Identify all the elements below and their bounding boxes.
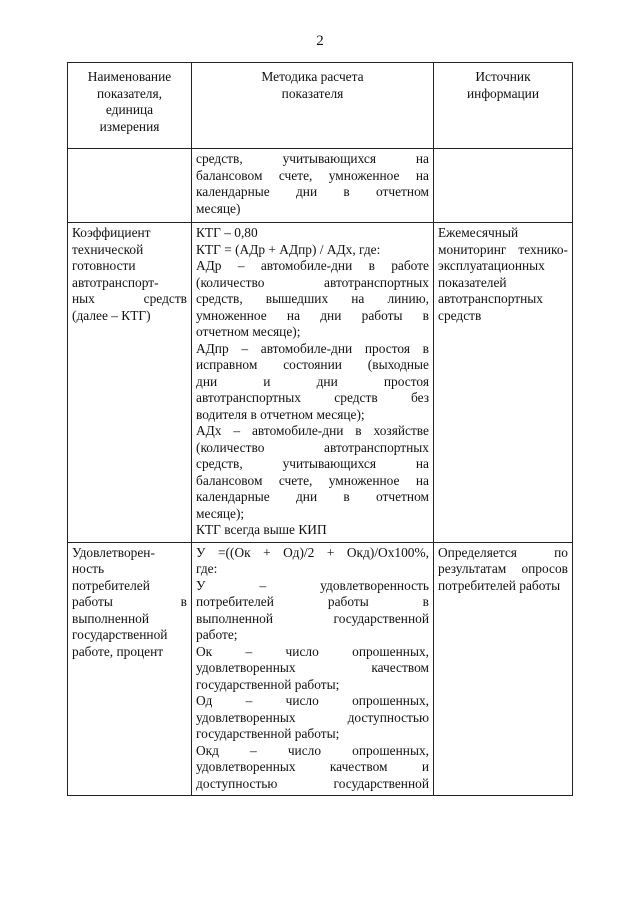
text-line: потребителей bbox=[72, 577, 150, 593]
indicator-name-cell bbox=[68, 542, 192, 796]
text-line: работе; bbox=[196, 627, 238, 642]
text-line: (количество автотранспортных bbox=[196, 274, 429, 290]
page-number: 2 bbox=[316, 33, 324, 49]
header-line: показателя, bbox=[97, 85, 162, 101]
text-line: месяце); bbox=[196, 505, 245, 521]
information-source-cell bbox=[434, 149, 573, 223]
text-line: (далее – КТГ) bbox=[72, 307, 151, 323]
text-line: удовлетворенных качеством и bbox=[196, 759, 429, 774]
text-line: (количество автотранспортных bbox=[196, 439, 429, 455]
text-line: Ок – число опрошенных, bbox=[196, 643, 429, 659]
header-line: информации bbox=[466, 85, 540, 101]
text-line: календарные дни в отчетном bbox=[196, 184, 429, 199]
text-line: У – удовлетворенность bbox=[196, 577, 429, 593]
text-line: водителя в отчетном месяце); bbox=[196, 406, 365, 422]
text-line: календарные дни в отчетном bbox=[196, 489, 429, 504]
text-line: балансовом счете, умноженное на bbox=[196, 472, 429, 488]
table-row bbox=[68, 149, 573, 223]
indicator-name-cell bbox=[68, 149, 192, 223]
text-line: КТГ = (АДр + АДпр) / АДх, где: bbox=[196, 241, 381, 257]
header-line: Источник bbox=[475, 69, 531, 84]
text-line: государственной bbox=[72, 627, 168, 642]
information-source-cell bbox=[434, 542, 573, 796]
indicator-name-cell bbox=[68, 223, 192, 543]
text-line: исправном состоянии (выходные bbox=[196, 357, 429, 372]
calculation-method-cell bbox=[192, 542, 434, 796]
text-line: Окд – число опрошенных, bbox=[196, 742, 429, 758]
header-indicator-name bbox=[68, 63, 192, 149]
text-line: КТГ – 0,80 bbox=[196, 225, 258, 240]
text-line: АДпр – автомобиле-дни простоя в bbox=[196, 340, 429, 356]
text-line: удовлетворенных качеством bbox=[196, 660, 429, 675]
text-line: готовности bbox=[72, 258, 136, 273]
text-line: отчетном месяце); bbox=[196, 324, 301, 339]
header-information-source bbox=[434, 63, 573, 149]
calculation-method-cell bbox=[192, 149, 434, 223]
text-line: автотранспортных bbox=[438, 291, 543, 306]
text-line: У =((Ок + Од)/2 + Окд)/Ох100%, bbox=[196, 544, 429, 560]
text-line: Определяется по bbox=[438, 544, 568, 560]
table-header-row bbox=[68, 63, 573, 149]
text-line: удовлетворенных доступностью bbox=[196, 709, 429, 725]
text-line: эксплуатационных bbox=[438, 258, 545, 273]
header-line: Наименование bbox=[87, 69, 172, 84]
table-row bbox=[68, 542, 573, 796]
text-line: средств, учитывающихся на bbox=[196, 456, 429, 471]
text-line: работе, процент bbox=[72, 643, 164, 659]
text-line: показателей bbox=[438, 274, 507, 290]
table-row bbox=[68, 223, 573, 543]
text-line: доступностью государственной bbox=[196, 775, 429, 791]
information-source-cell bbox=[434, 223, 573, 543]
text-line: КТГ всегда выше КИП bbox=[196, 522, 327, 537]
text-line: АДх – автомобиле-дни в хозяйстве bbox=[196, 423, 429, 438]
text-line: средств, учитывающихся на bbox=[196, 151, 429, 166]
text-line: выполненной государственной bbox=[196, 610, 429, 626]
text-line: средств bbox=[438, 307, 482, 323]
calculation-method-cell bbox=[192, 223, 434, 543]
text-line: потребителей работы в bbox=[196, 594, 429, 609]
text-line: Удовлетворен- bbox=[72, 544, 155, 560]
text-line: АДр – автомобиле-дни в работе bbox=[196, 258, 429, 273]
text-line: потребителей работы bbox=[438, 577, 561, 593]
indicator-table bbox=[67, 62, 573, 796]
text-line: Ежемесячный bbox=[438, 225, 519, 240]
text-line: балансовом счете, умноженное на bbox=[196, 167, 429, 183]
text-line: государственной работы; bbox=[196, 726, 340, 741]
text-line: ность bbox=[72, 561, 105, 576]
text-line: выполненной bbox=[72, 610, 149, 626]
text-line: Од – число опрошенных, bbox=[196, 693, 429, 708]
text-line: месяце) bbox=[196, 200, 241, 216]
text-line: где: bbox=[196, 561, 218, 576]
text-line: мониторинг технико- bbox=[438, 241, 568, 257]
text-line: технической bbox=[72, 241, 144, 257]
header-line: измерения bbox=[99, 118, 160, 134]
header-line: Методика расчета bbox=[261, 69, 364, 84]
text-line: автотранспортных средств без bbox=[196, 390, 429, 405]
text-line: умноженное на дни работы в bbox=[196, 307, 429, 323]
text-line: работы в bbox=[72, 594, 187, 609]
text-line: результатам опросов bbox=[438, 561, 568, 576]
header-line: показателя bbox=[281, 85, 344, 101]
text-line: ных средств bbox=[72, 291, 187, 306]
text-line: дни и дни простоя bbox=[196, 373, 429, 389]
text-line: государственной работы; bbox=[196, 676, 340, 692]
header-line: единица bbox=[105, 102, 154, 117]
text-line: автотранспорт- bbox=[72, 274, 159, 290]
text-line: Коэффициент bbox=[72, 225, 151, 240]
text-line: средств, вышедших на линию, bbox=[196, 291, 429, 306]
header-calculation-method bbox=[192, 63, 434, 149]
